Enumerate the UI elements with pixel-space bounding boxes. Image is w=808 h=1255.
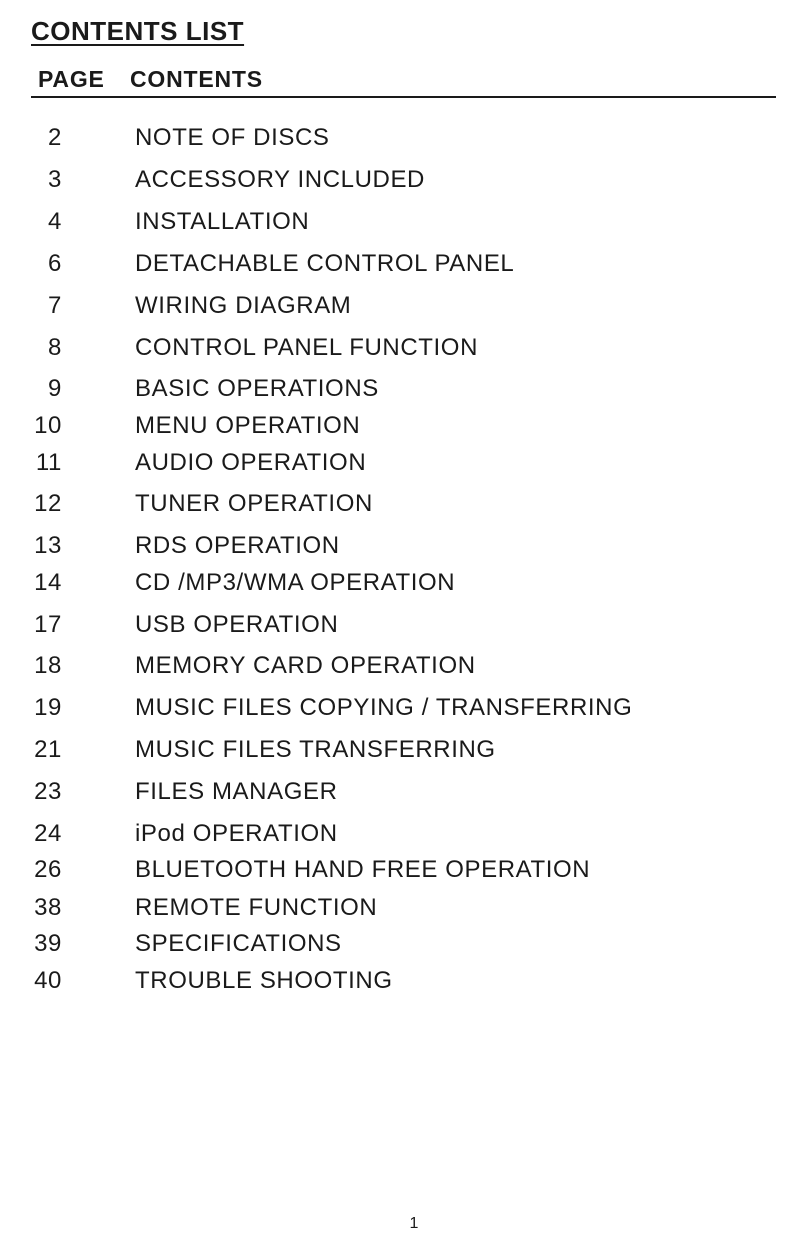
toc-page-number: 26	[34, 856, 62, 883]
toc-entry[interactable]	[0, 736, 808, 766]
toc-entry-title: FILES MANAGER	[135, 778, 338, 805]
toc-entry-title: REMOTE FUNCTION	[135, 894, 378, 921]
toc-page-number: 12	[34, 490, 62, 517]
toc-page-number: 40	[34, 967, 62, 994]
toc-entry-title: SPECIFICATIONS	[135, 930, 342, 957]
toc-page-number: 3	[48, 166, 62, 193]
toc-entry-title: NOTE OF DISCS	[135, 124, 330, 151]
toc-entry[interactable]	[0, 449, 808, 479]
toc-page-number: 7	[48, 292, 62, 319]
toc-page-number: 19	[34, 694, 62, 721]
toc-page-number: 18	[34, 652, 62, 679]
toc-entry[interactable]	[0, 930, 808, 960]
toc-entry[interactable]	[0, 208, 808, 238]
toc-entry-title: USB OPERATION	[135, 611, 339, 638]
toc-page-number: 4	[48, 208, 62, 235]
toc-entry[interactable]	[0, 820, 808, 850]
toc-page-number: 10	[34, 412, 62, 439]
toc-entry-title: TUNER OPERATION	[135, 490, 373, 517]
toc-entry[interactable]	[0, 166, 808, 196]
toc-entry[interactable]	[0, 611, 808, 641]
toc-entry[interactable]	[0, 894, 808, 924]
toc-entry-title: MUSIC FILES COPYING / TRANSFERRING	[135, 694, 633, 721]
toc-page-number: 14	[34, 569, 62, 596]
toc-page-number: 24	[34, 820, 62, 847]
toc-entry-title: WIRING DIAGRAM	[135, 292, 352, 319]
toc-page-number: 13	[34, 532, 62, 559]
toc-entry[interactable]	[0, 124, 808, 154]
toc-entry-title: BASIC OPERATIONS	[135, 375, 379, 402]
toc-entry-title: INSTALLATION	[135, 208, 310, 235]
toc-entry[interactable]	[0, 412, 808, 442]
toc-page-number: 9	[48, 375, 62, 402]
toc-entry-title: TROUBLE SHOOTING	[135, 967, 393, 994]
toc-entry[interactable]	[0, 652, 808, 682]
toc-entry-title: MEMORY CARD OPERATION	[135, 652, 476, 679]
toc-entry-title: CONTROL PANEL FUNCTION	[135, 334, 479, 361]
toc-entry-title: CD /MP3/WMA OPERATION	[135, 569, 456, 596]
toc-entry-title: MUSIC FILES TRANSFERRING	[135, 736, 496, 763]
toc-entry-title: ACCESSORY INCLUDED	[135, 166, 425, 193]
header-divider	[31, 96, 776, 98]
toc-page-number: 17	[34, 611, 62, 638]
toc-page-number: 6	[48, 250, 62, 277]
toc-entry[interactable]	[0, 292, 808, 322]
page-title: CONTENTS LIST	[31, 16, 245, 46]
toc-page-number: 39	[34, 930, 62, 957]
toc-entry[interactable]	[0, 778, 808, 808]
toc-entry-title: DETACHABLE CONTROL PANEL	[135, 250, 515, 277]
toc-page-number: 2	[48, 124, 62, 151]
toc-entry[interactable]	[0, 694, 808, 724]
toc-entry[interactable]	[0, 967, 808, 997]
toc-page-number: 38	[34, 894, 62, 921]
toc-entry[interactable]	[0, 334, 808, 364]
toc-entry[interactable]	[0, 375, 808, 405]
toc-entry[interactable]	[0, 569, 808, 599]
toc-entry[interactable]	[0, 490, 808, 520]
toc-entry-title: RDS OPERATION	[135, 532, 340, 559]
toc-entry-title: AUDIO OPERATION	[135, 449, 367, 476]
contents-column-header: CONTENTS	[130, 66, 263, 92]
toc-page-number: 21	[34, 736, 62, 763]
toc-entry-title: MENU OPERATION	[135, 412, 361, 439]
toc-entry-title: iPod OPERATION	[135, 820, 338, 847]
toc-page-number: 23	[34, 778, 62, 805]
toc-entry-title: BLUETOOTH HAND FREE OPERATION	[135, 856, 591, 883]
page-column-header: PAGE	[38, 66, 105, 92]
toc-entry[interactable]	[0, 250, 808, 280]
toc-page-number: 11	[35, 449, 62, 476]
toc-page-number: 8	[48, 334, 62, 361]
page-number: 1	[409, 1215, 419, 1232]
toc-entry[interactable]	[0, 856, 808, 886]
toc-entry[interactable]	[0, 532, 808, 562]
